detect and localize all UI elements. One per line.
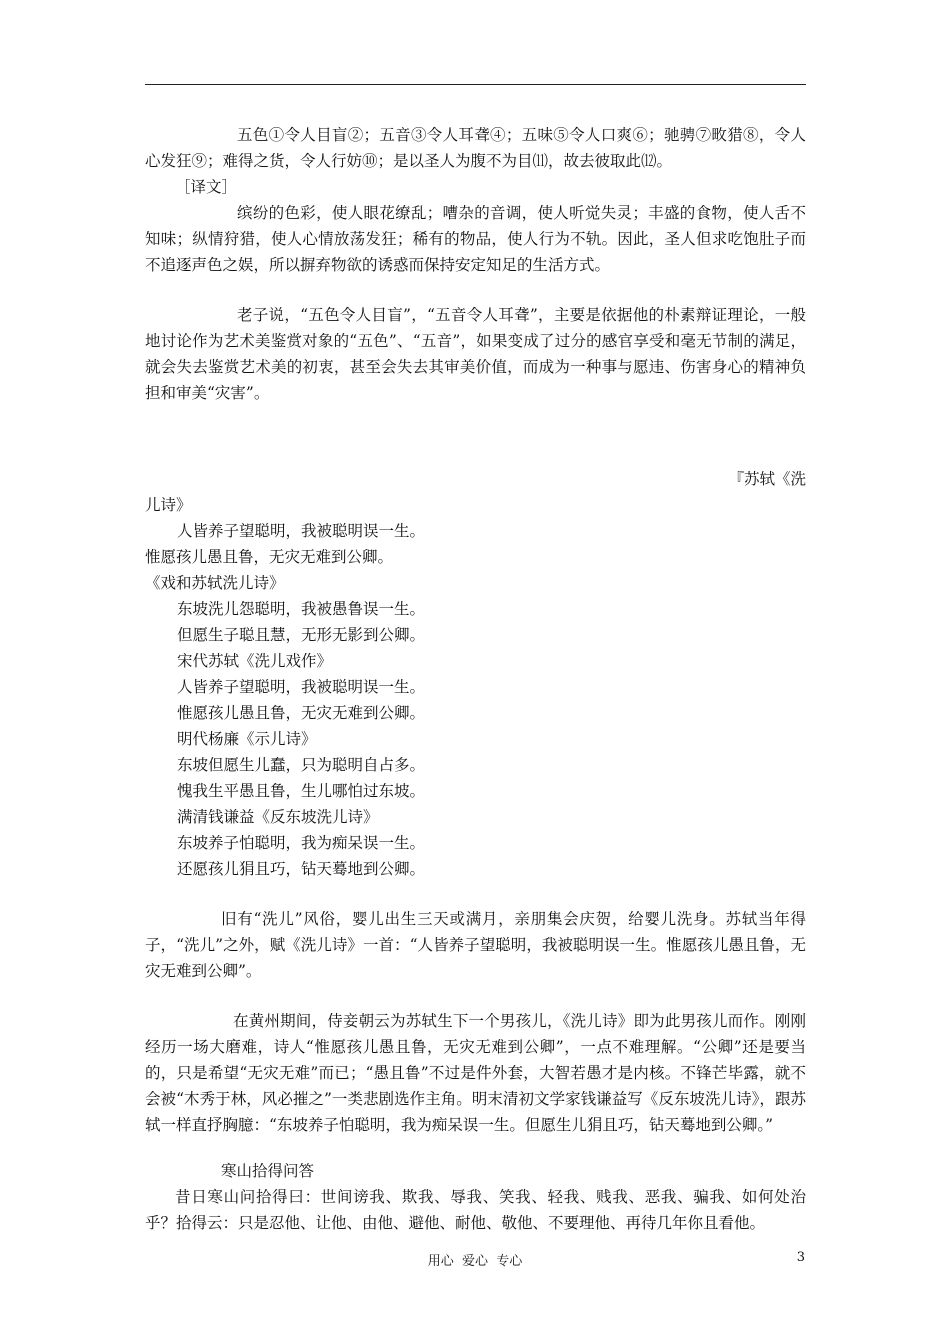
page-number: 3 bbox=[796, 1250, 805, 1265]
page-footer bbox=[0, 1250, 950, 1270]
su-shi-heading-cont: 儿诗》 bbox=[145, 496, 192, 514]
poem-title: 宋代苏轼《洗儿戏作》 bbox=[177, 652, 333, 670]
poem-line: 东坡养子怕聪明，我为痴呆误一生。 bbox=[177, 834, 426, 852]
poem-line: 但愿生子聪且慧，无形无影到公卿。 bbox=[177, 626, 426, 644]
paragraph-hanshan: 昔日寒山问拾得曰：世间谤我、欺我、辱我、笑我、轻我、贱我、恶我、骗我、如何处治乎？拾得云：只是忍他、让他、由他、避他、耐他、敬他、不要理他、再待几年你且看他。 bbox=[145, 1188, 806, 1232]
header-rule bbox=[145, 84, 806, 85]
paragraph-custom: 旧有“洗儿”风俗，婴儿出生三天或满月，亲朋集会庆贺，给婴儿洗身。苏轼当年得子，“洗儿”之外，赋《洗儿诗》一首：“人皆养子望聪明，我被聪明误一生。惟愿孩儿愚且鲁，无灾无难到公卿”。 bbox=[145, 910, 806, 980]
paragraph-commentary: 老子说，“五色令人目盲”，“五音令人耳聋”，主要是依据他的朴素辩证理论，一般地讨论作为艺术美鉴赏对象的“五色”、“五音”，如果变成了过分的感官享受和毫无节制的满足，就会失去鉴赏艺术美的初衷，甚至会失去其审美价值，而成为一种事与愿违、伤害身心的精神负担和审美“灾害”。 bbox=[145, 306, 806, 402]
poem-line: 人皆养子望聪明，我被聪明误一生。 bbox=[177, 522, 426, 540]
poem-title: 明代杨廉《示儿诗》 bbox=[177, 730, 317, 748]
poem-line: 还愿孩儿狷且巧，钻天蓦地到公卿。 bbox=[177, 860, 426, 878]
su-shi-heading: 『苏轼《洗 bbox=[728, 470, 806, 488]
poem-title: 满清钱谦益《反东坡洗儿诗》 bbox=[177, 808, 379, 826]
paragraph-original-text: 五色①令人目盲②；五音③令人耳聋④；五味⑤令人口爽⑥；驰骋⑦畋猎⑧，令人心发狂⑨；难得之货，令人行妨⑩；是以圣人为腹不为目⑾，故去彼取此⑿。 bbox=[145, 126, 806, 170]
poem-line: 人皆养子望聪明，我被聪明误一生。 bbox=[177, 678, 426, 696]
poem-line: 东坡洗儿怨聪明，我被愚鲁误一生。 bbox=[177, 600, 426, 618]
poem-line: 东坡但愿生儿蠢，只为聪明自占多。 bbox=[177, 756, 426, 774]
paragraph-huangzhou: 在黄州期间，侍妾朝云为苏轼生下一个男孩儿，《洗儿诗》即为此男孩儿而作。刚刚经历一场大磨难，诗人“惟愿孩儿愚且鲁，无灾无难到公卿”，一点不难理解。“公卿”还是要当的，只是希望“无灾无难”而已；“愚且鲁”不过是件外套，大智若愚才是内核。不锋芒毕露，就不会被“木秀于林，风必摧之”一类悲剧选作主角。明末清初文学家钱谦益写《反东坡洗儿诗》，跟苏轼一样直抒胸臆：“东坡养子怕聪明，我为痴呆误一生。但愿生儿狷且巧，钻天蓦地到公卿。” bbox=[145, 1012, 806, 1134]
poem-title: 《戏和苏轼洗儿诗》 bbox=[145, 574, 285, 592]
poem-line: 惟愿孩儿愚且鲁，无灾无难到公卿。 bbox=[177, 704, 426, 722]
footer-motto: 用心 爱心 专心 bbox=[427, 1254, 523, 1269]
poem-line: 愧我生平愚且鲁，生儿哪怕过东坡。 bbox=[177, 782, 426, 800]
paragraph-translation: 缤纷的色彩，使人眼花缭乱；嘈杂的音调，使人听觉失灵；丰盛的食物，使人舌不知味；纵情狩猎，使人心情放荡发狂；稀有的物品，使人行为不轨。因此，圣人但求吃饱肚子而不追逐声色之娱，所以摒弃物欲的诱惑而保持安定知足的生活方式。 bbox=[145, 204, 806, 274]
page-body bbox=[145, 122, 806, 1236]
translation-label: ［译文］ bbox=[175, 178, 238, 196]
poem-line: 惟愿孩儿愚且鲁，无灾无难到公卿。 bbox=[145, 548, 394, 566]
section-title-hanshan: 寒山拾得问答 bbox=[221, 1162, 315, 1180]
